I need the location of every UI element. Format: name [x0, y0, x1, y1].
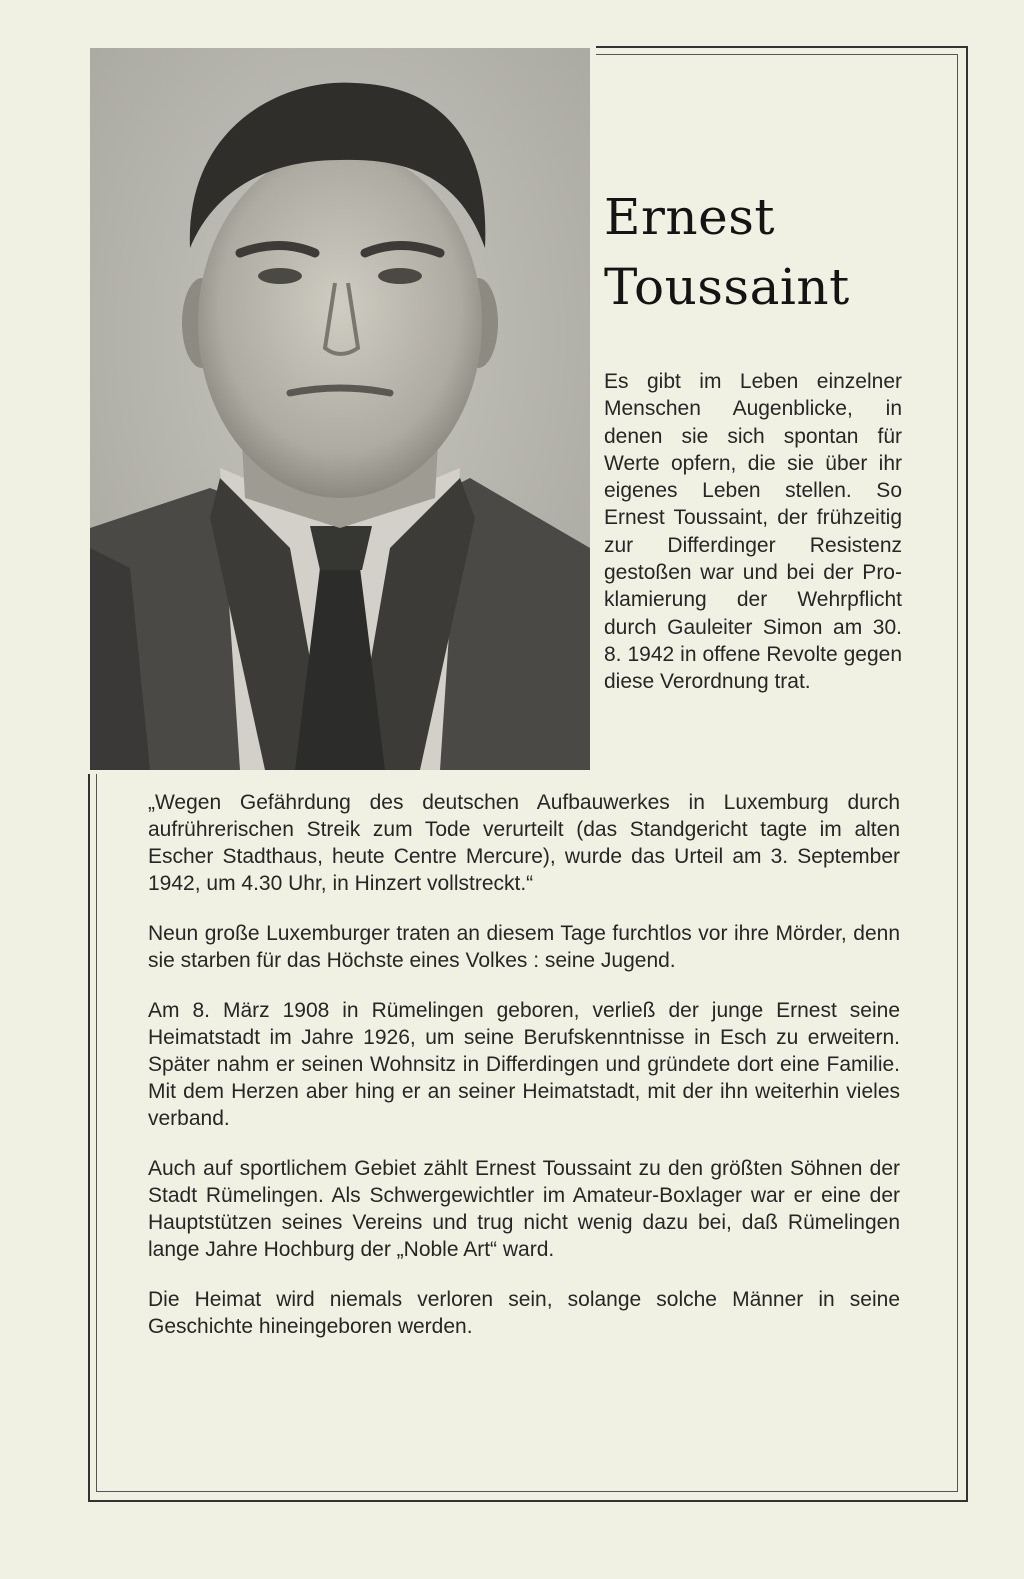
paragraph: Die Heimat wird niemals verloren sein, solange solche Männer in seine Geschichte hineingeboren werden.: [148, 1288, 900, 1338]
name-first: Ernest: [604, 188, 775, 246]
paragraph: Am 8. März 1908 in Rümelingen geboren, verließ der junge Ernest seine Heimatstadt im Jahre 1926, um seine Berufskenntnisse in Esch zu erweitern. Später nahm er seinen Wohnsitz in Differdingen und gründete dort eine Familie. Mit dem Herzen aber hing er an seiner Heimatstadt, mit der ihn weiterhin vieles verband.: [148, 999, 900, 1130]
name-last: Toussaint: [604, 258, 850, 316]
paragraph: „Wegen Gefährdung des deutschen Aufbauwerkes in Luxemburg durch aufrührerischen Streik zum Tode verurteilt (das Standgericht tagte im alten Escher Stadthaus, heute Centre Mercure), wurde das Urteil am 3. September 1942, um 4.30 Uhr, in Hinzert vollstreckt.“: [148, 791, 900, 895]
biography-text: [148, 789, 900, 1363]
person-name: [604, 182, 924, 322]
portrait-photo: [90, 48, 590, 770]
intro-paragraph: Es gibt im Leben einzelner Menschen Augenblicke, in denen sie sich spontan für Werte opfern, die sie über ihr eigenes Leben stellen. So Ernest Toussaint, der frühzeitig zur Differdinger Resistenz gestoßen war und bei der Proklamierung der Wehrpflicht durch Gauleiter Simon am 30. 8. 1942 in offene Revolte gegen diese Verordnung trat.: [604, 370, 902, 694]
paragraph: Neun große Luxemburger traten an diesem Tage furchtlos vor ihre Mörder, denn sie starben für das Höchste eines Volkes : seine Jugend.: [148, 922, 900, 972]
paragraph: Auch auf sportlichem Gebiet zählt Ernest Toussaint zu den größten Söhnen der Stadt Rümelingen. Als Schwergewichtler im Amateur-Boxlager war er eine der Hauptstützen seines Vereins und trug nicht wenig dazu bei, daß Rümelingen lange Jahre Hochburg der „Noble Art“ ward.: [148, 1157, 900, 1261]
